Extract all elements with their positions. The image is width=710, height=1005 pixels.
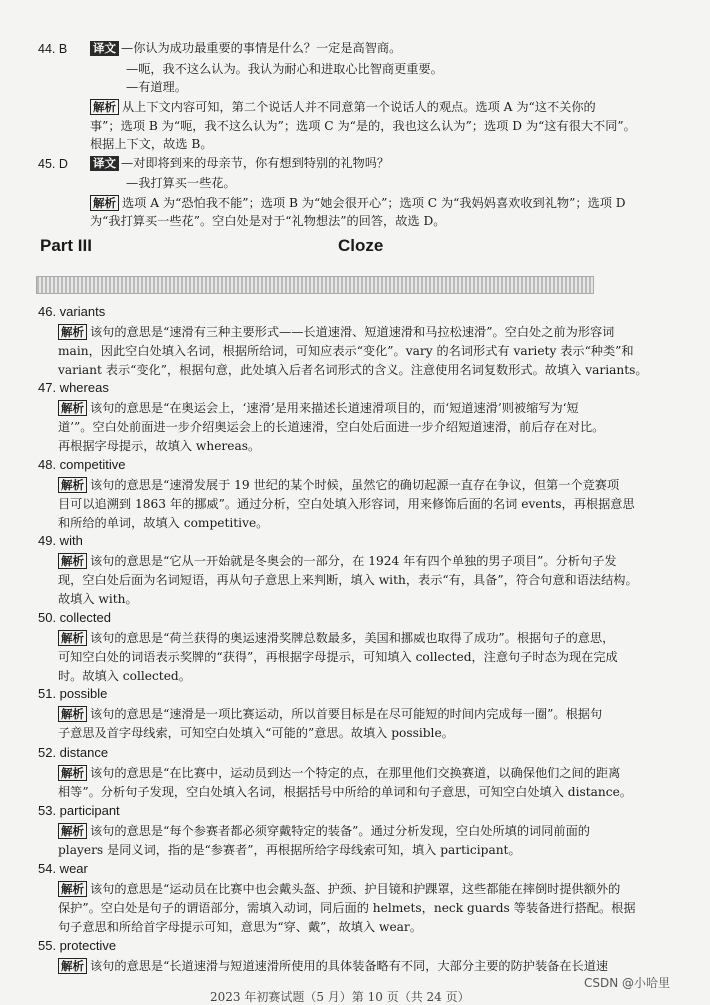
watermark: CSDN @小哈里 — [584, 976, 671, 990]
cloze-46-explanation-line-2: main，因此空白处填入名词，根据所给词，可知应表示“变化”。vary 的名词形式有 variety 表示“种类”和 — [58, 344, 634, 358]
explanation-tag: 解析 — [58, 630, 87, 646]
item-45-translation-line-1: 译文 —对即将到来的母亲节，你有想到特别的礼物吗？ — [90, 154, 389, 172]
cloze-52-explanation-line-1: 解析 该句的意思是“在比赛中，运动员到达一个特定的点，在那里他们交换赛道，以确保他们之间的距离 — [58, 764, 620, 782]
explanation-tag: 解析 — [58, 477, 87, 493]
cloze-answer-52: 52. distance — [38, 745, 109, 760]
cloze-49-explanation-line-2: 现，空白处后面为名词短语，再从句子意思上来判断，填入 with，表示“有，具备”，符合句意和语法结构。 — [58, 573, 638, 587]
cloze-54-explanation-line-1: 解析 该句的意思是“运动员在比赛中也会戴头盔、护颈、护目镜和护踝罩，这些都能在摔倒时提供额外的 — [58, 880, 620, 898]
explanation-tag: 解析 — [90, 195, 119, 211]
item-44-explanation-line-2: 事”；选项 B 为“呃，我不这么认为”；选项 C 为“是的，我也这么认为”；选项 D 为“这有很大不同”。 — [90, 119, 636, 133]
cloze-answer-47: 47. whereas — [38, 380, 109, 395]
cloze-54-explanation-line-3: 句子意思和所给首字母提示可知，意思为“穿、戴”，故填入 wear。 — [58, 920, 422, 934]
cloze-50-explanation-line-3: 时。故填入 collected。 — [58, 669, 191, 683]
cloze-48-explanation-line-3: 和所给的单词，故填入 competitive。 — [58, 516, 269, 530]
cloze-54-explanation-line-2: 保护”。空白处是句子的谓语部分，需填入动词，同后面的 helmets，neck guards 等装备进行搭配。根据 — [58, 901, 636, 915]
explanation-tag: 解析 — [58, 553, 87, 569]
dotted-divider-bar — [36, 276, 594, 294]
item-44-number: 44. B — [38, 42, 68, 56]
cloze-answer-54: 54. wear — [38, 861, 88, 876]
cloze-answer-50: 50. collected — [38, 610, 111, 625]
cloze-answer-53: 53. participant — [38, 803, 120, 818]
section-title: Cloze — [338, 236, 384, 255]
cloze-answer-46: 46. variants — [38, 304, 106, 319]
explanation-tag: 解析 — [58, 400, 87, 416]
explanation-tag: 解析 — [90, 99, 119, 115]
item-44-explanation-line-3: 根据上下文，故选 B。 — [90, 137, 213, 151]
item-44-translation-line-2: —呃，我不这么认为。我认为耐心和进取心比智商更重要。 — [126, 62, 443, 76]
cloze-47-explanation-line-1: 解析 该句的意思是“在奥运会上，‘速滑’是用来描述长道速滑项目的，而‘短道速滑’则被缩写为‘短 — [58, 399, 579, 417]
cloze-53-explanation-line-1: 解析 该句的意思是“每个参赛者都必须穿戴特定的装备”。通过分析发现，空白处所填的词同前面的 — [58, 822, 590, 840]
item-45-explanation-line-1: 解析 选项 A 为“恐怕我不能”；选项 B 为“她会很开心”；选项 C 为“我妈妈喜欢收到礼物”；选项 D — [90, 194, 626, 212]
cloze-51-explanation-line-2: 子意思及首字母线索，可知空白处填入“可能的”意思。故填入 possible。 — [58, 726, 454, 740]
item-44-translation-line-3: —有道理。 — [126, 80, 187, 94]
cloze-50-explanation-line-1: 解析 该句的意思是“荷兰获得的奥运速滑奖牌总数最多，美国和挪威也取得了成功”。根据句子的意思， — [58, 629, 614, 647]
item-45-explanation-line-2: 为“我打算买一些花”。空白处是对于“礼物想法”的回答，故选 D。 — [90, 214, 446, 228]
translation-tag: 译文 — [90, 41, 119, 56]
explanation-tag: 解析 — [58, 823, 87, 839]
explanation-tag: 解析 — [58, 765, 87, 781]
cloze-50-explanation-line-2: 可知空白处的词语表示奖牌的“获得”，再根据字母提示，可知填入 collected，注意句子时态为现在完成 — [58, 650, 618, 664]
item-44-translation-line-1: 译文 —你认为成功最重要的事情是什么？一定是高智商。 — [90, 39, 401, 57]
explanation-tag: 解析 — [58, 324, 87, 340]
explanation-tag: 解析 — [58, 958, 87, 974]
explanation-tag: 解析 — [58, 881, 87, 897]
cloze-46-explanation-line-3: variant 表示“变化”，根据句意，此处填入后者名词形式的含义。注意使用名词复数形式。故填入 variants。 — [58, 363, 648, 377]
cloze-answer-55: 55. protective — [38, 938, 117, 953]
item-45-number: 45. D — [38, 157, 68, 171]
cloze-answer-48: 48. competitive — [38, 457, 126, 472]
cloze-49-explanation-line-1: 解析 该句的意思是“它从一开始就是冬奥会的一部分，在 1924 年有四个单独的男子项目”。分析句子发 — [58, 552, 617, 570]
cloze-46-explanation-line-1: 解析 该句的意思是“速滑有三种主要形式——长道速滑、短道速滑和马拉松速滑”。空白处之前为形容词 — [58, 323, 614, 341]
cloze-52-explanation-line-2: 相等”。分析句子发现，空白处填入名词，根据括号中所给的单词和句子意思，可知空白处填入 distance。 — [58, 785, 632, 799]
part-label: Part III — [40, 236, 92, 255]
cloze-53-explanation-line-2: players 是同义词，指的是“参赛者”，再根据所给字母线索可知，填入 participant。 — [58, 843, 521, 857]
cloze-47-explanation-line-3: 再根据字母提示，故填入 whereas。 — [58, 439, 261, 453]
cloze-49-explanation-line-3: 故填入 with。 — [58, 592, 138, 606]
translation-tag: 译文 — [90, 156, 119, 171]
page-footer: 2023 年初赛试题（5 月）第 10 页（共 24 页） — [210, 990, 470, 1004]
cloze-47-explanation-line-2: 道’”。空白处前面进一步介绍奥运会上的长道速滑，空白处后面进一步介绍短道速滑，前后存在对比。 — [58, 420, 605, 434]
explanation-tag: 解析 — [58, 706, 87, 722]
item-44-explanation-line-1: 解析 从上下文内容可知，第二个说话人并不同意第一个说话人的观点。选项 A 为“这不关你的 — [90, 98, 596, 116]
cloze-answer-51: 51. possible — [38, 686, 108, 701]
item-45-translation-line-2: —我打算买一些花。 — [126, 176, 236, 190]
cloze-48-explanation-line-2: 目可以追溯到 1863 年的挪威”。通过分析，空白处填入形容词，用来修饰后面的名词 events，再根据意思 — [58, 497, 635, 511]
cloze-51-explanation-line-1: 解析 该句的意思是“速滑是一项比赛运动，所以首要目标是在尽可能短的时间内完成每一圈”。根据句 — [58, 705, 602, 723]
cloze-48-explanation-line-1: 解析 该句的意思是“速滑发展于 19 世纪的某个时候，虽然它的确切起源一直存在争议，但第一个竞赛项 — [58, 476, 619, 494]
cloze-55-explanation-line-1: 解析 该句的意思是“长道速滑与短道速滑所使用的具体装备略有不同，大部分主要的防护装备在长道速 — [58, 957, 608, 975]
cloze-answer-49: 49. with — [38, 533, 83, 548]
